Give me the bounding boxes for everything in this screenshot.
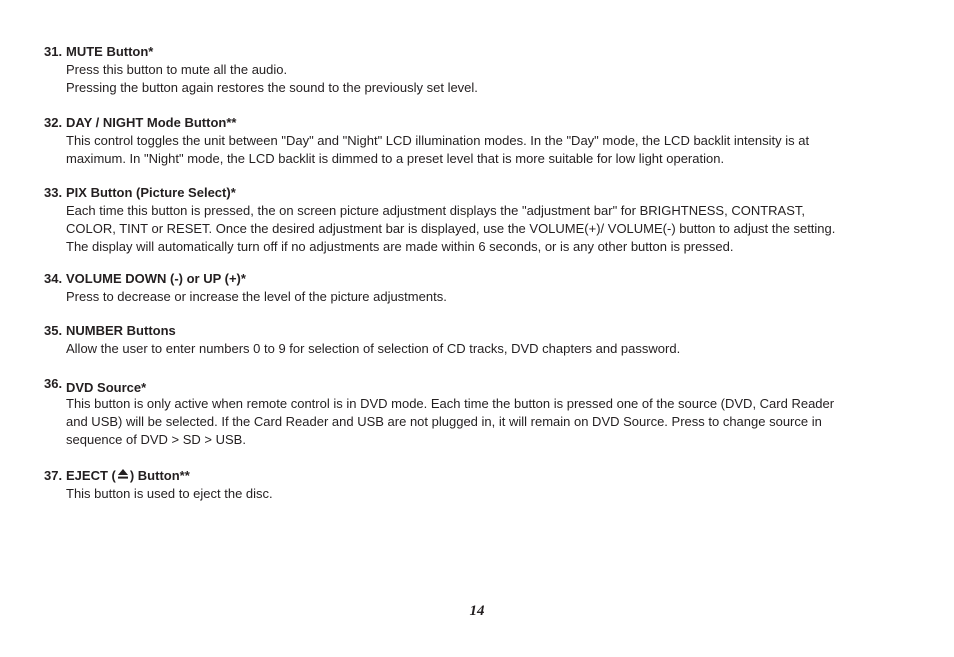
description-line: Allow the user to enter numbers 0 to 9 for selection of selection of CD tracks, DVD chapters and password.: [66, 341, 681, 356]
entry-title: PIX Button (Picture Select)*: [66, 185, 236, 200]
description-line: This button is only active when remote control is in DVD mode. Each time the button is pressed one of the source (DVD, Card Reader: [66, 396, 835, 411]
entry-number: 37.: [44, 468, 63, 483]
entry-description: [66, 202, 924, 256]
entry-description: [66, 340, 924, 358]
description-line: Each time this button is pressed, the on screen picture adjustment displays the "adjustment bar" for BRIGHTNESS, CONTRAST,: [66, 203, 805, 218]
entry-number: 33.: [44, 185, 63, 200]
description-line: Pressing the button again restores the sound to the previously set level.: [66, 80, 478, 95]
entry-title: [66, 467, 190, 485]
entry-number: 31.: [44, 44, 63, 59]
entry-heading: [44, 270, 924, 288]
description-line: sequence of DVD > SD > USB.: [66, 432, 246, 447]
entry-31: [44, 43, 924, 97]
entry-number: 32.: [44, 115, 63, 130]
entry-description: [66, 485, 924, 503]
description-line: maximum. In "Night" mode, the LCD backlit is dimmed to a preset level that is more suitable for low light operation.: [66, 151, 725, 166]
entry-description: [66, 395, 924, 449]
entry-33: [44, 184, 924, 256]
entry-number: 36.: [44, 376, 63, 391]
entry-number: 34.: [44, 271, 63, 286]
entry-heading: [44, 184, 924, 202]
entry-description: [66, 132, 924, 168]
eject-icon: [117, 468, 129, 480]
entry-title-suffix: ) Button**: [129, 468, 190, 483]
entry-title: DVD Source*: [66, 380, 147, 395]
entry-36: [44, 377, 924, 449]
description-line: Press to decrease or increase the level of the picture adjustments.: [66, 289, 447, 304]
entry-34: [44, 270, 924, 306]
entry-title: VOLUME DOWN (-) or UP (+)*: [66, 271, 246, 286]
entry-37: [44, 467, 924, 503]
page-number: 14: [469, 603, 485, 619]
entry-35: [44, 322, 924, 358]
entry-heading: [44, 322, 924, 340]
description-line: COLOR, TINT or RESET. Once the desired adjustment bar is displayed, use the VOLUME(+)/ VOLUME(-) button to adjust the setting.: [66, 221, 836, 236]
description-line: This button is used to eject the disc.: [66, 486, 273, 501]
entry-heading: [44, 467, 924, 485]
description-line: The display will automatically turn off if no adjustments are made within 6 seconds, or is any other button is pressed.: [66, 239, 734, 254]
entry-description: [66, 61, 924, 97]
entry-title-prefix: EJECT (: [66, 468, 116, 483]
entry-description: [66, 288, 924, 306]
entry-heading: [44, 114, 924, 132]
description-line: and USB) will be selected. If the Card Reader and USB are not plugged in, it will remain on DVD Source. Press to change source in: [66, 414, 822, 429]
entry-heading: [44, 377, 924, 395]
entry-title: MUTE Button*: [66, 44, 154, 59]
description-line: This control toggles the unit between "Day" and "Night" LCD illumination modes. In the "Day" mode, the LCD backlit intensity is at: [66, 133, 810, 148]
entry-heading: [44, 43, 924, 61]
entry-title: NUMBER Buttons: [66, 323, 176, 338]
description-line: Press this button to mute all the audio.: [66, 62, 288, 77]
entry-number: 35.: [44, 323, 63, 338]
entry-32: [44, 114, 924, 168]
entry-title: DAY / NIGHT Mode Button**: [66, 115, 237, 130]
